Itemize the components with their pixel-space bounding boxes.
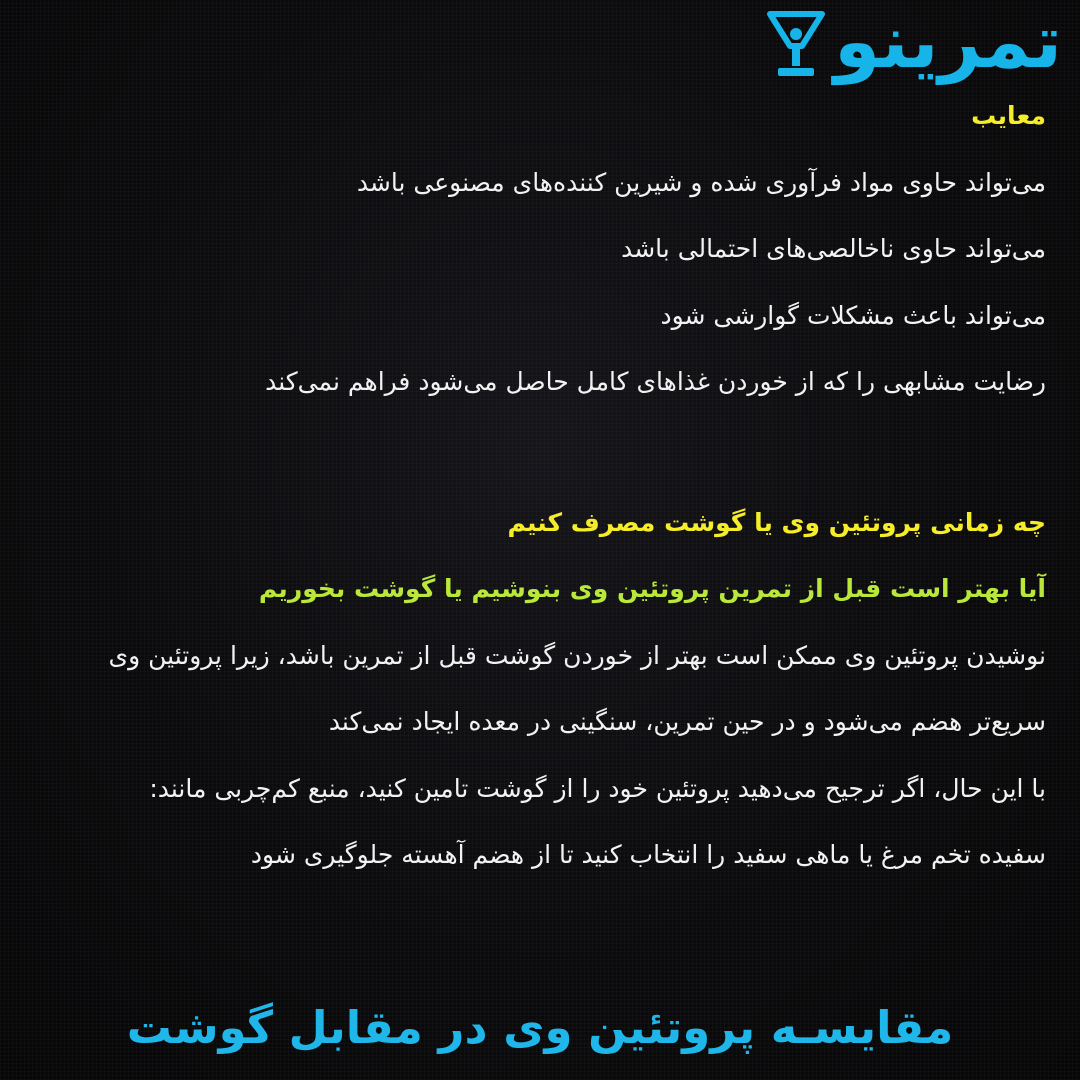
- content-column: [0, 96, 1080, 902]
- timing-paragraph-2: سریع‌تر هضم می‌شود و در حین تمرین، سنگینی در معده ایجاد نمی‌کند: [328, 707, 1046, 736]
- trophy-funnel-icon: [764, 8, 828, 84]
- timing-paragraph-4: سفیده تخم مرغ یا ماهی سفید را انتخاب کنید تا از هضم آهسته جلوگیری شود: [250, 840, 1046, 869]
- timing-paragraph-1: نوشیدن پروتئین وی ممکن است بهتر از خوردن گوشت قبل از تمرین باشد، زیرا پروتئین وی: [108, 640, 1046, 670]
- timing-title: چه زمانی پروتئین وی یا گوشت مصرف کنیم: [507, 507, 1046, 537]
- timing-paragraph-3: با این حال، اگر ترجیح می‌دهید پروتئین خود را از گوشت تامین کنید، منبع کم‌چربی مانند:: [149, 773, 1046, 803]
- cons-title: معایب: [971, 101, 1046, 130]
- cons-item-2: می‌تواند حاوی ناخالصی‌های احتمالی باشد: [621, 234, 1046, 263]
- section-divider: [34, 429, 1046, 503]
- brand-name: تمرینو: [834, 0, 1062, 85]
- cons-item-4: رضایت مشابهی را که از خوردن غذاهای کامل حاصل می‌شود فراهم نمی‌کند: [265, 367, 1046, 396]
- cons-item-3: می‌تواند باعث مشکلات گوارشی شود: [660, 300, 1046, 330]
- brand-logo: [764, 0, 1062, 85]
- timing-subtitle: آیا بهتر است قبل از تمرین پروتئین وی بنوشیم یا گوشت بخوریم: [258, 574, 1046, 603]
- footer-title: مقایسـه پروتئین وی در مقابل گوشت: [126, 1001, 954, 1054]
- cons-item-1: می‌تواند حاوی مواد فرآوری شده و شیرین کننده‌های مصنوعی باشد: [356, 167, 1046, 197]
